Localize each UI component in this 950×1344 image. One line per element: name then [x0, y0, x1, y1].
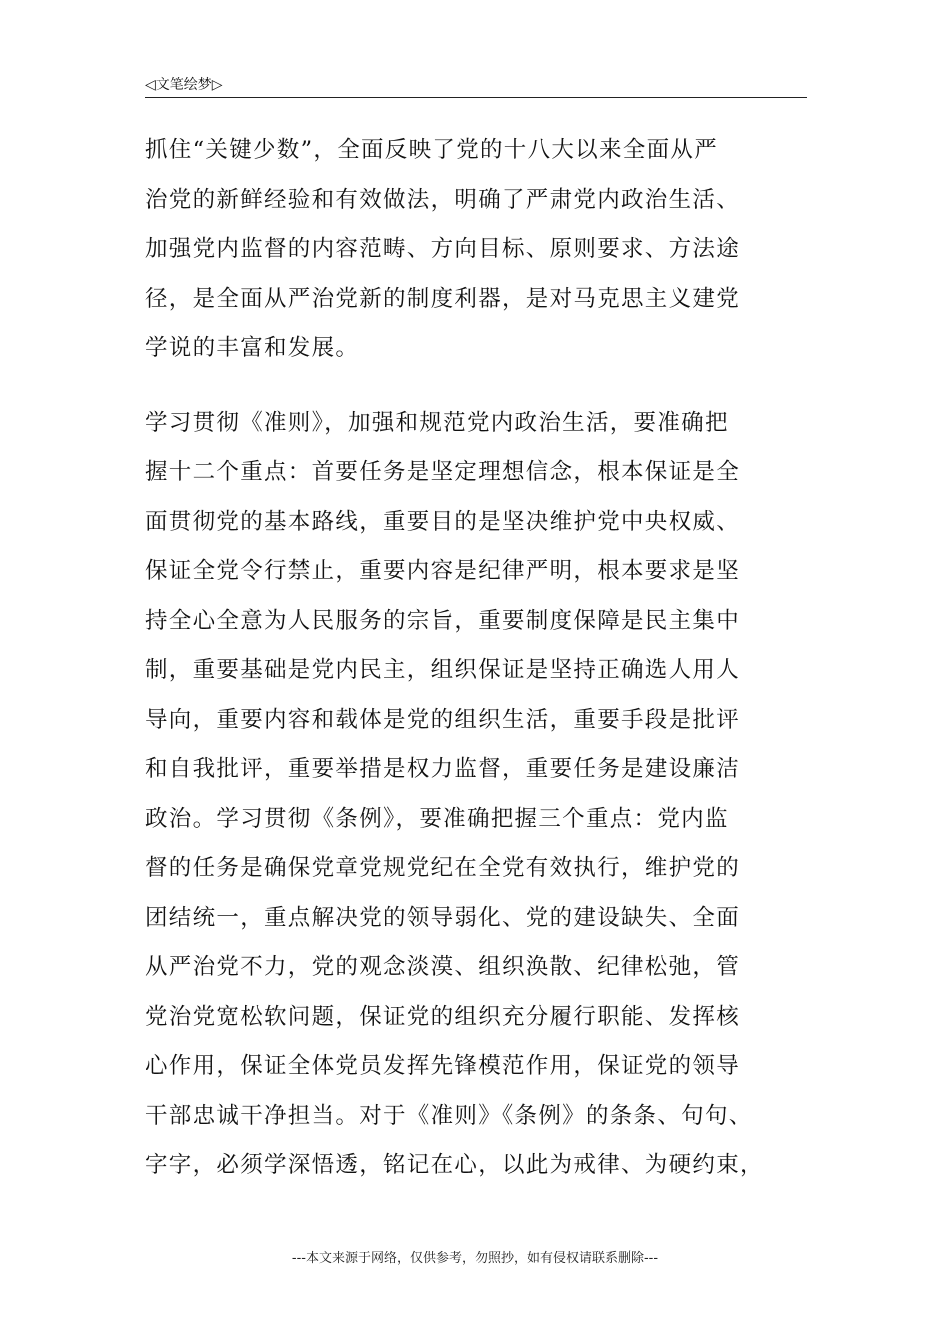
text-line: 和自我批评，重要举措是权力监督，重要任务是建设廉洁 — [145, 756, 741, 782]
paragraph-1 — [145, 126, 807, 374]
text-line: 干部忠诚干净担当。对于《准则》《条例》的条条、句句、 — [145, 1102, 753, 1129]
text-line: 学习贯彻《准则》，加强和规范党内政治生活，要准确把 — [145, 409, 729, 436]
header-divider — [145, 97, 807, 98]
text-line: 团结统一，重点解决党的领导弱化、党的建设缺失、全面 — [145, 904, 741, 931]
text-line: 从严治党不力，党的观念淡漠、组织涣散、纪律松弛，管 — [145, 954, 741, 980]
text-line: 督的任务是确保党章党规党纪在全党有效执行，维护党的 — [145, 855, 741, 881]
paragraph-2 — [145, 399, 807, 1191]
paragraph-spacer — [145, 374, 807, 399]
text-line: 字字，必须学深悟透，铭记在心，以此为戒律、为硬约束， — [145, 1152, 764, 1178]
text-line: 加强党内监督的内容范畴、方向目标、原则要求、方法途 — [145, 236, 741, 262]
document-body — [145, 126, 807, 1191]
text-line: 治党的新鲜经验和有效做法，明确了严肃党内政治生活、 — [145, 186, 741, 213]
text-line: 学说的丰富和发展。 — [145, 335, 360, 361]
text-line: 径，是全面从严治党新的制度利器，是对马克思主义建党 — [145, 285, 741, 312]
text-line: 制，重要基础是党内民主，组织保证是坚持正确选人用人 — [145, 657, 741, 683]
text-line: 面贯彻党的基本路线，重要目的是坚决维护党中央权威、 — [145, 508, 741, 535]
text-line: 保证全党令行禁止，重要内容是纪律严明，根本要求是坚 — [145, 558, 741, 584]
text-line: 抓住“关键少数”，全面反映了党的十八大以来全面从严 — [145, 137, 719, 163]
text-line: 政治。学习贯彻《条例》，要准确把握三个重点：党内监 — [145, 805, 729, 832]
text-line: 党治党宽松软问题，保证党的组织充分履行职能、发挥核 — [145, 1003, 741, 1030]
text-line: 导向，重要内容和载体是党的组织生活，重要手段是批评 — [145, 706, 741, 733]
page-footer-disclaimer: ---本文来源于网络，仅供参考，勿照抄，如有侵权请联系删除--- — [291, 1251, 659, 1266]
text-line: 握十二个重点：首要任务是坚定理想信念，根本保证是全 — [145, 459, 741, 485]
page-header: ◁文笔绘梦▷ — [145, 77, 223, 93]
text-line: 持全心全意为人民服务的宗旨，重要制度保障是民主集中 — [145, 607, 741, 634]
text-line: 心作用，保证全体党员发挥先锋模范作用，保证党的领导 — [145, 1053, 741, 1079]
